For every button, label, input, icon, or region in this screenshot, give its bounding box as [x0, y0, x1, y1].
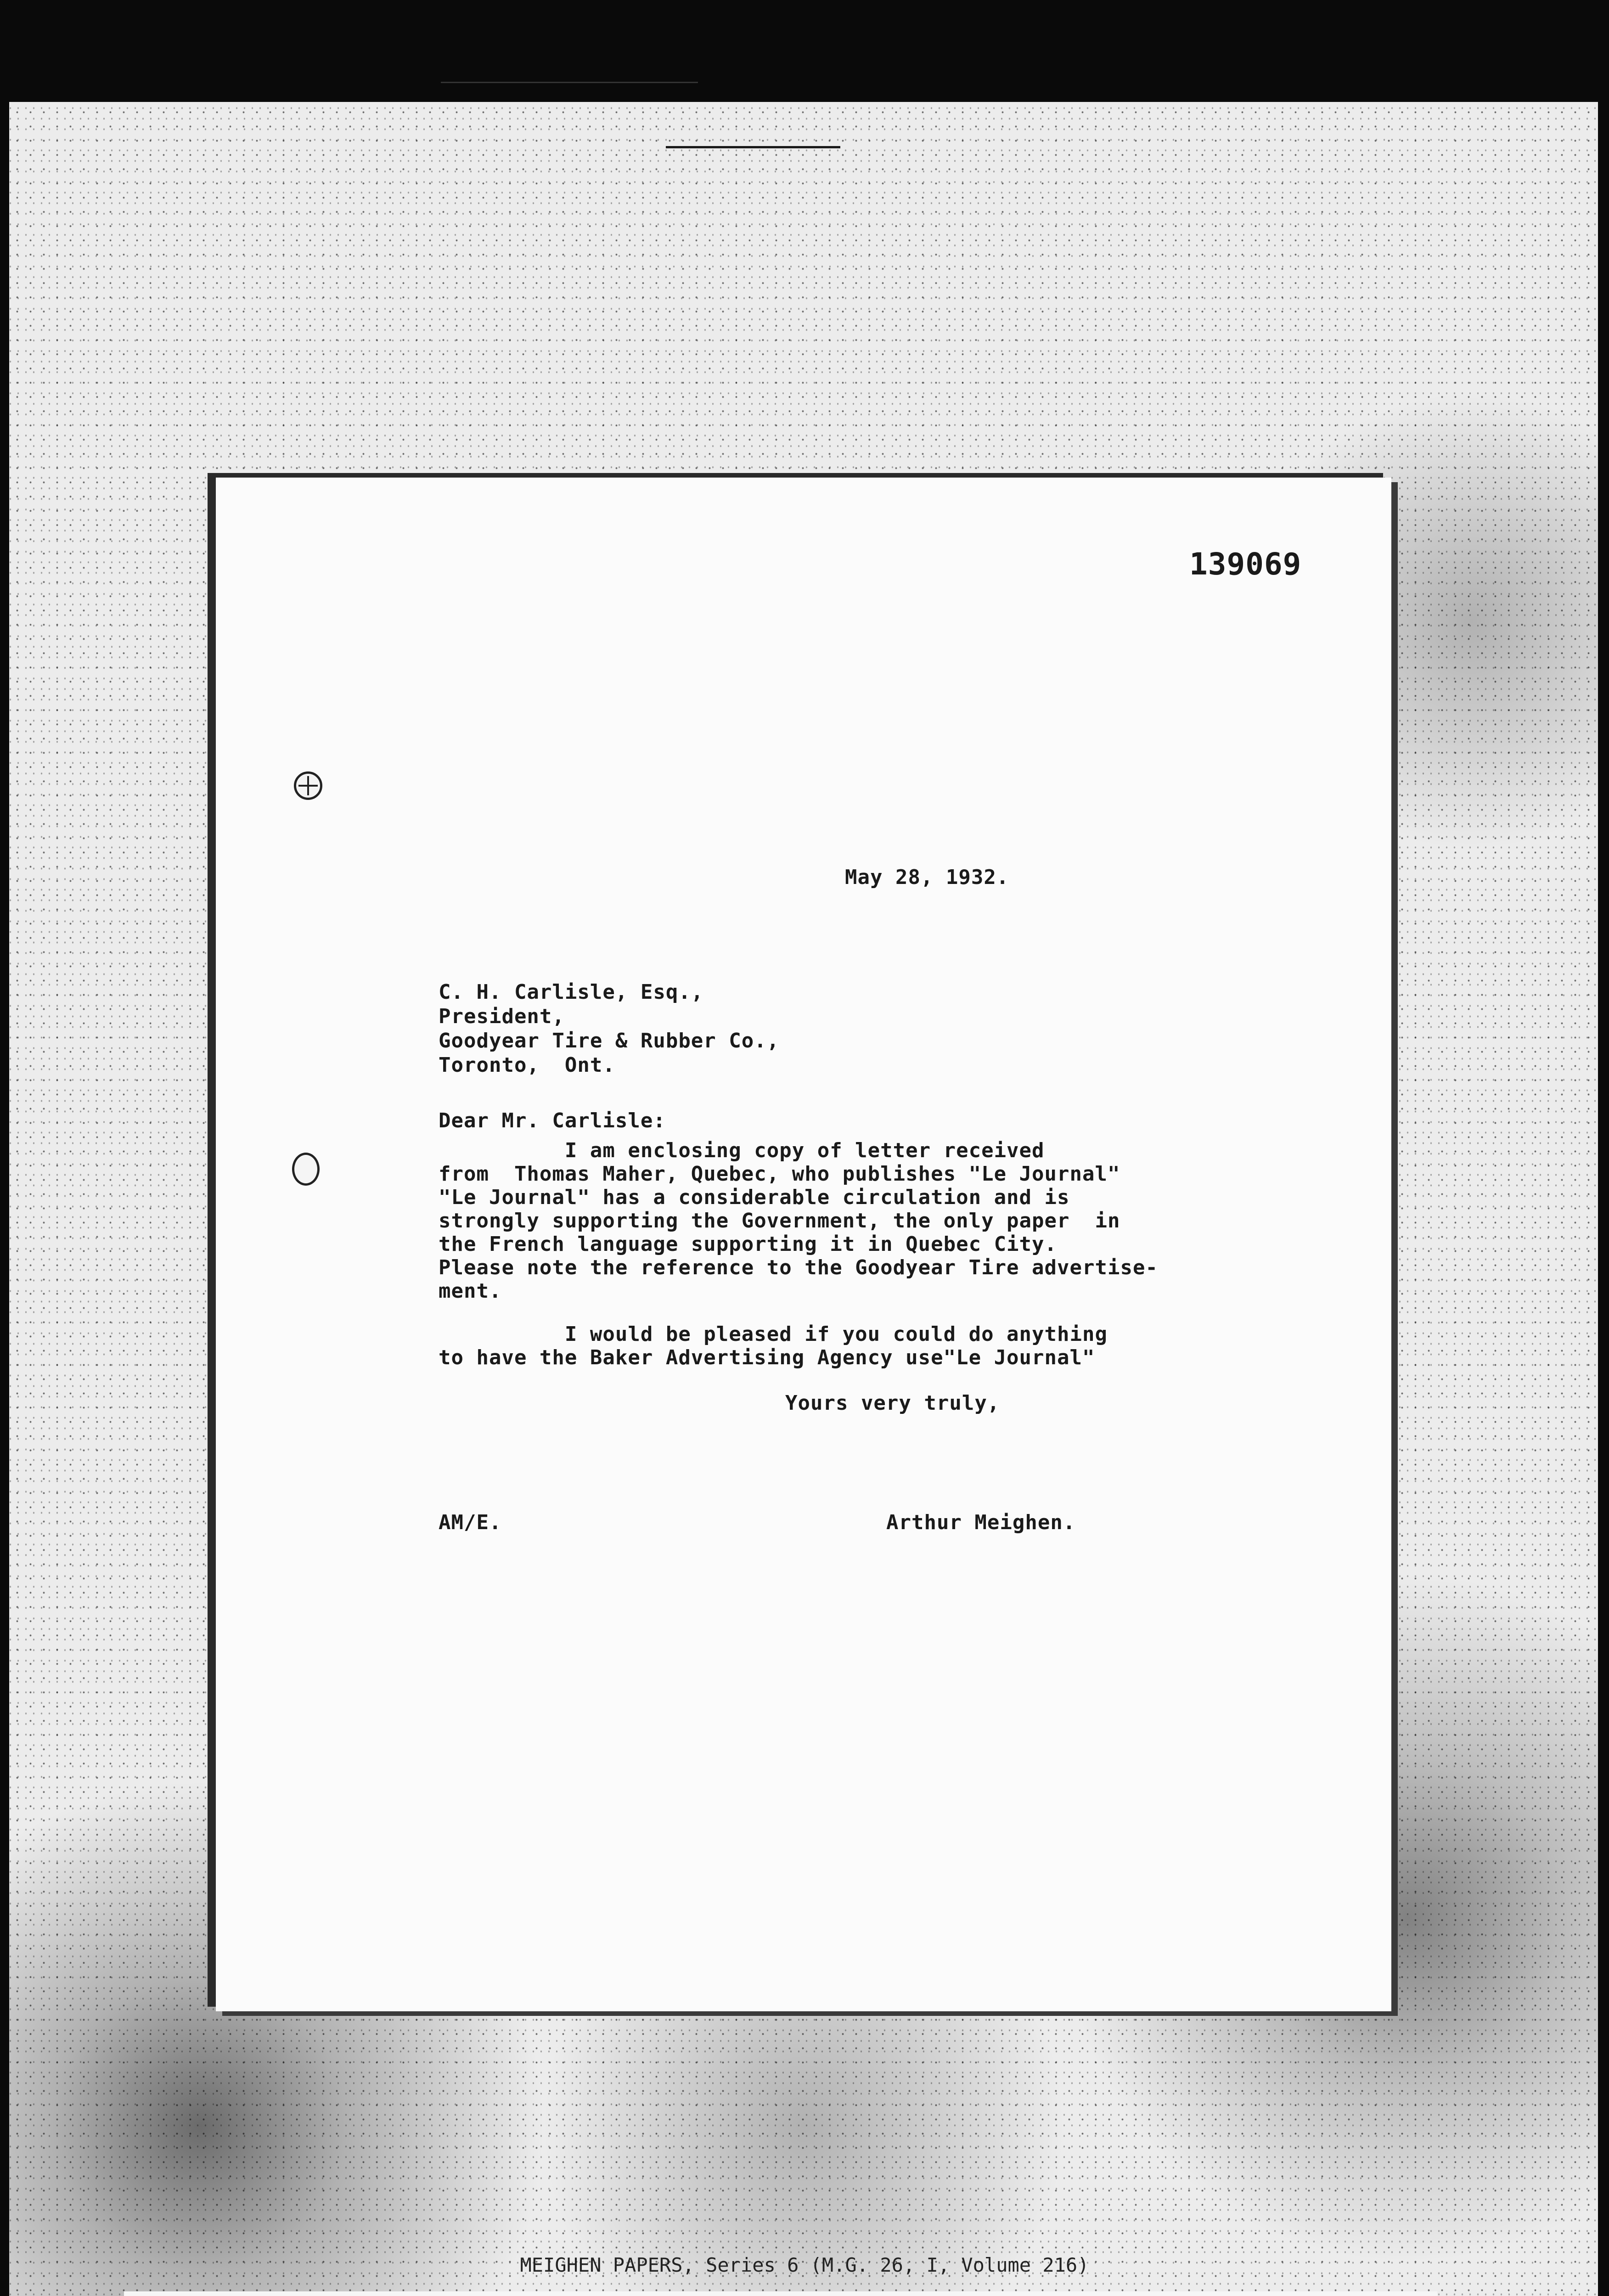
recipient-line: Goodyear Tire & Rubber Co., [439, 1029, 780, 1052]
typist-initials: AM/E. [439, 1511, 502, 1534]
paragraph-line: I would be pleased if you could do anything [439, 1322, 1108, 1346]
paragraph-2 [439, 1322, 1108, 1369]
salutation: Dear Mr. Carlisle: [439, 1109, 666, 1132]
paragraph-line: from Thomas Maher, Quebec, who publishes "Le Journal" [439, 1162, 1120, 1186]
punch-hole [294, 771, 322, 800]
recipient-block [439, 980, 779, 1077]
film-scratch [666, 146, 840, 148]
film-scratch [441, 82, 698, 83]
paragraph-line: strongly supporting the Government, the only paper in [439, 1209, 1120, 1232]
recipient-line: Toronto, Ont. [439, 1053, 615, 1077]
paragraph-line: "Le Journal" has a considerable circulation and is [439, 1186, 1070, 1209]
letter-date: May 28, 1932. [845, 866, 1009, 889]
letter-page [216, 478, 1391, 2011]
recipient-line: President, [439, 1005, 565, 1028]
recipient-line: C. H. Carlisle, Esq., [439, 980, 704, 1004]
paragraph-line: the French language supporting it in Quebec City. [439, 1232, 1058, 1256]
reference-number: 139069 [1189, 546, 1302, 582]
series-caption: MEIGHEN PAPERS, Series 6 (M.G. 26, I, Volume 216) [520, 2254, 1089, 2276]
paragraph-1 [439, 1139, 1158, 1303]
paragraph-line: I am enclosing copy of letter received [439, 1139, 1045, 1162]
paragraph-line: to have the Baker Advertising Agency use"Le Journal" [439, 1346, 1095, 1369]
punch-hole [292, 1153, 320, 1186]
signature-name: Arthur Meighen. [886, 1511, 1076, 1534]
paragraph-line: ment. [439, 1279, 502, 1303]
archives-stamp [124, 2291, 1437, 2296]
paragraph-line: Please note the reference to the Goodyear Tire advertise- [439, 1256, 1158, 1279]
closing: Yours very truly, [785, 1391, 1000, 1415]
